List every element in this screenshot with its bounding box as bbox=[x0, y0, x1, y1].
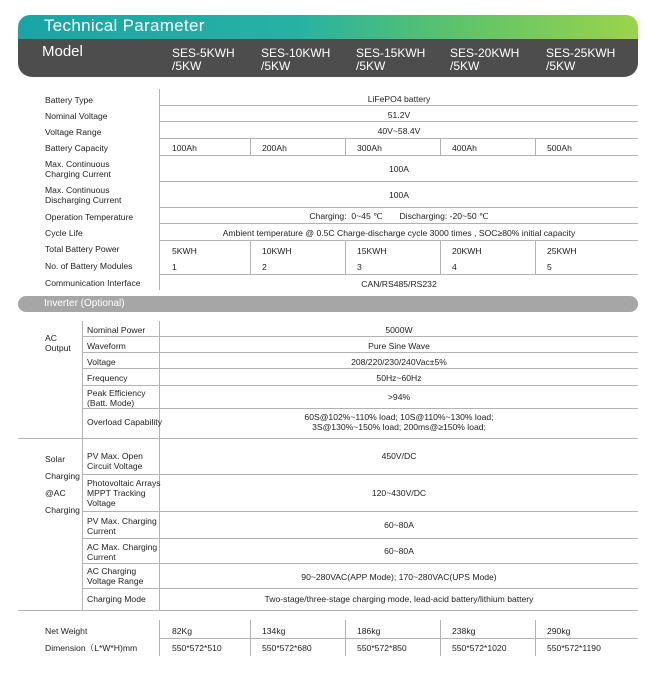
label-waveform: Waveform bbox=[87, 341, 126, 351]
column-divider bbox=[82, 321, 83, 611]
value-total-power: 5KWH bbox=[172, 246, 197, 256]
label-battery-type: Battery Type bbox=[45, 95, 94, 105]
row-divider bbox=[82, 474, 638, 475]
value-capacity: 100Ah bbox=[172, 143, 197, 153]
value-pv-open: 450V/DC bbox=[381, 451, 417, 461]
label-pv-charge: PV Max. Charging Current bbox=[87, 516, 157, 536]
label-nominal-voltage: Nominal Voltage bbox=[45, 111, 108, 121]
value-cycle-life: Ambient temperature @ 0.5C Charge-discharge cycle 3000 times , SOC≥80% initial capacity bbox=[222, 228, 576, 238]
row-divider bbox=[159, 240, 638, 241]
value-nominal-voltage: 51.2V bbox=[387, 110, 411, 120]
row-divider bbox=[159, 138, 638, 139]
row-divider bbox=[159, 274, 638, 275]
value-operation-temp: Charging: 0~45 ℃ Discharging: -20~50 ℃ bbox=[309, 211, 489, 221]
row-divider bbox=[82, 563, 638, 564]
value-peak-efficiency: >94% bbox=[387, 392, 411, 402]
row-divider bbox=[159, 121, 638, 122]
value-num-modules: 4 bbox=[452, 262, 457, 272]
row-divider bbox=[82, 408, 638, 409]
value-num-modules: 1 bbox=[172, 262, 177, 272]
value-num-modules: 2 bbox=[262, 262, 267, 272]
label-peak-efficiency: Peak Efficiency (Batt. Mode) bbox=[87, 388, 146, 408]
value-capacity: 500Ah bbox=[547, 143, 572, 153]
value-total-power: 25KWH bbox=[547, 246, 577, 256]
cell-divider bbox=[345, 139, 346, 155]
value-net-weight: 134kg bbox=[262, 626, 286, 636]
value-mppt: 120~430V/DC bbox=[371, 488, 427, 498]
cell-divider bbox=[440, 139, 441, 155]
cell-divider bbox=[250, 241, 251, 274]
page-title: Technical Parameter bbox=[44, 16, 205, 35]
label-ac-charge-voltage: AC Charging Voltage Range bbox=[87, 566, 144, 586]
value-overload: 60S@102%~110% load; 10S@110%~130% load; 3S@130%~150% load; 200ms@≥150% load; bbox=[304, 412, 494, 432]
row-divider bbox=[159, 223, 638, 224]
row-divider bbox=[82, 588, 638, 589]
row-divider bbox=[159, 105, 638, 106]
value-net-weight: 186kg bbox=[357, 626, 381, 636]
model-label: Model bbox=[42, 43, 83, 60]
label-voltage: Voltage bbox=[87, 357, 116, 367]
label-total-power: Total Battery Power bbox=[45, 244, 120, 254]
row-divider bbox=[82, 352, 638, 353]
cell-divider bbox=[535, 139, 536, 155]
row-divider bbox=[82, 336, 638, 337]
label-charging-mode: Charging Mode bbox=[87, 594, 146, 604]
model-name: SES-25KWH /5KW bbox=[546, 46, 616, 73]
label-voltage-range: Voltage Range bbox=[45, 127, 102, 137]
value-frequency: 50Hz~60Hz bbox=[376, 373, 422, 383]
label-comm: Communication Interface bbox=[45, 278, 141, 288]
value-max-discharging: 100A bbox=[388, 190, 410, 200]
value-comm: CAN/RS485/RS232 bbox=[361, 279, 437, 289]
label-max-discharging: Max. Continuous Discharging Current bbox=[45, 185, 122, 205]
cell-divider bbox=[440, 241, 441, 274]
cell-divider bbox=[250, 139, 251, 155]
label-mppt: Photovoltaic Arrays MPPT Tracking Voltage bbox=[87, 478, 161, 508]
value-voltage-range: 40V~58.4V bbox=[377, 126, 421, 136]
row-divider bbox=[159, 638, 638, 639]
value-total-power: 20KWH bbox=[452, 246, 482, 256]
label-pv-open: PV Max. Open Circuit Voltage bbox=[87, 451, 143, 471]
group-ac-output: AC Output bbox=[45, 333, 71, 353]
label-frequency: Frequency bbox=[87, 373, 128, 383]
model-name: SES-20KWH /5KW bbox=[450, 46, 520, 73]
value-total-power: 15KWH bbox=[357, 246, 387, 256]
inverter-section-title: Inverter (Optional) bbox=[44, 298, 125, 309]
value-pv-charge: 60~80A bbox=[384, 520, 414, 530]
value-capacity: 200Ah bbox=[262, 143, 287, 153]
value-dimension: 550*572*1190 bbox=[547, 643, 601, 653]
label-net-weight: Net Weight bbox=[45, 626, 88, 636]
value-num-modules: 3 bbox=[357, 262, 362, 272]
value-dimension: 550*572*1020 bbox=[452, 643, 507, 653]
title-banner bbox=[18, 15, 638, 39]
row-divider bbox=[18, 438, 638, 439]
row-divider bbox=[159, 207, 638, 208]
value-nominal-power: 5000W bbox=[385, 325, 413, 335]
label-operation-temp: Operation Temperature bbox=[45, 212, 134, 222]
row-divider bbox=[82, 385, 638, 386]
value-dimension: 550*572*850 bbox=[357, 643, 407, 653]
value-ac-charge-voltage: 90~280VAC(APP Mode); 170~280VAC(UPS Mode) bbox=[301, 572, 497, 582]
label-battery-capacity: Battery Capacity bbox=[45, 143, 109, 153]
model-name: SES-10KWH /5KW bbox=[261, 46, 331, 73]
value-dimension: 550*572*510 bbox=[172, 643, 222, 653]
label-nominal-power: Nominal Power bbox=[87, 325, 146, 335]
value-net-weight: 82Kg bbox=[172, 626, 193, 636]
value-charging-mode: Two-stage/three-stage charging mode, lead-acid battery/lithium battery bbox=[264, 594, 534, 604]
row-divider bbox=[82, 368, 638, 369]
value-max-charging: 100A bbox=[388, 164, 410, 174]
inverter-section-bar bbox=[18, 296, 638, 312]
value-battery-type: LiFePO4 battery bbox=[367, 94, 431, 104]
value-num-modules: 5 bbox=[547, 262, 552, 272]
value-total-power: 10KWH bbox=[262, 246, 292, 256]
value-net-weight: 290kg bbox=[547, 626, 571, 636]
value-voltage: 208/220/230/240Vac±5% bbox=[351, 357, 447, 367]
row-divider bbox=[159, 181, 638, 182]
row-divider bbox=[18, 610, 638, 611]
label-dimension: Dimension（L*W*H)mm bbox=[45, 643, 138, 653]
model-name: SES-15KWH /5KW bbox=[356, 46, 426, 73]
label-num-modules: No. of Battery Modules bbox=[45, 261, 133, 271]
row-divider bbox=[82, 511, 638, 512]
cell-divider bbox=[345, 241, 346, 274]
cell-divider bbox=[535, 241, 536, 274]
value-capacity: 300Ah bbox=[357, 143, 382, 153]
value-ac-charge-current: 60~80A bbox=[384, 546, 414, 556]
value-capacity: 400Ah bbox=[452, 143, 477, 153]
group-solar-charging: Solar Charging @AC Charging bbox=[45, 454, 80, 515]
model-name: SES-5KWH /5KW bbox=[172, 46, 235, 73]
label-cycle-life: Cycle Life bbox=[45, 228, 83, 238]
row-divider bbox=[159, 155, 638, 156]
value-net-weight: 238kg bbox=[452, 626, 476, 636]
label-ac-charge-current: AC Max. Charging Current bbox=[87, 542, 158, 562]
value-dimension: 550*572*680 bbox=[262, 643, 312, 653]
value-waveform: Pure Sine Wave bbox=[368, 341, 430, 351]
label-overload: Overload Capability bbox=[87, 417, 162, 427]
row-divider bbox=[82, 538, 638, 539]
model-header-bar bbox=[18, 39, 638, 77]
label-max-charging: Max. Continuous Charging Current bbox=[45, 159, 111, 179]
